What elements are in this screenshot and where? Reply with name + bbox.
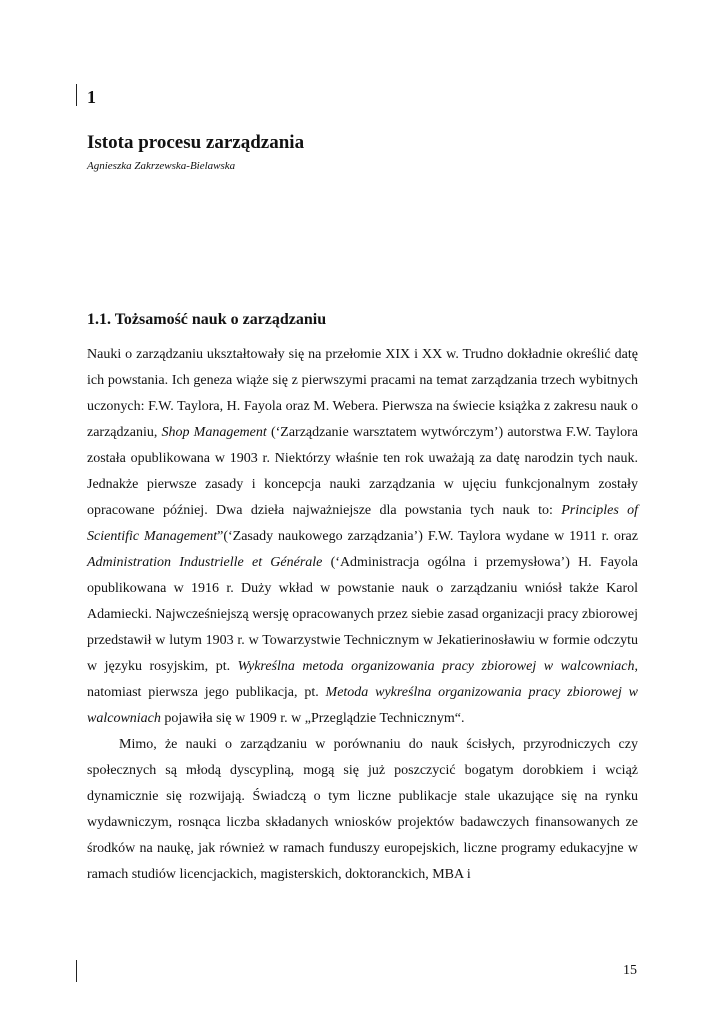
paragraph-1-segment: (‘Zarządzanie warsztatem wytwórczym’) autorstwa F.W. Taylora została opublikowana w 1903 r. Niektórzy właśnie ten rok uważają za datę narodzin tych nauk. Jednakże pierwsze zasady i koncepcja nauki zarządzania w ujęciu funkcjonalnym zostały opracowane później. Dwa dzieła najważniejsze dla powstania tych nauk to:	[87, 425, 638, 518]
paragraph-1-segment: , natomiast pierwsza jego publikacja, pt.	[87, 659, 638, 700]
lecture-title: Wykreślna metoda organizowania pracy zbiorowej w walcowniach	[237, 659, 635, 674]
book-title-administration: Administration Industrielle et Générale	[87, 555, 323, 570]
paragraph-1-segment: Nauki o zarządzaniu ukształtowały się na przełomie XIX i XX w. Trudno dokładnie określić datę ich powstania. Ich geneza wiąże się z pierwszymi pracami na temat zarządzania trzech wybitnych uczonych: F.W. Taylora, H. Fayola oraz M. Webera. Pierwsza na świecie książka z zakresu nauk o zarządzaniu,	[87, 347, 638, 440]
paragraph-1	[87, 342, 638, 732]
body-text	[87, 342, 638, 888]
paragraph-2: Mimo, że nauki o zarządzaniu w porównaniu do nauk ścisłych, przyrodniczych czy społecznych są młodą dyscypliną, mogą się już poszczycić bogatym dorobkiem i wciąż dynamicznie się rozwijają. Świadczą o tym liczne publikacje stale ukazujące się na rynku wydawniczym, rosnąca liczba składanych wniosków projektów badawczych finansowanych ze środków na naukę, jak również w ramach funduszy europejskich, liczne programy edukacyjne w ramach studiów licencjackich, magisterskich, doktoranckich, MBA i	[87, 737, 638, 882]
publication-title: Metoda wykreślna organizowania pracy zbiorowej w walcowniach	[87, 685, 638, 726]
top-margin-marker	[76, 84, 77, 106]
chapter-number: 1	[87, 87, 96, 107]
book-title-principles: Principles of Scientific Management	[87, 503, 639, 544]
paragraph-1-segment: ”(‘Zasady naukowego zarządzania’) F.W. Taylora wydane w 1911 r. oraz	[217, 529, 638, 544]
book-title-shop-management: Shop Management	[161, 425, 267, 440]
chapter-title: Istota procesu zarządzania	[87, 132, 305, 153]
paragraph-1-segment: (‘Administracja ogólna i przemysłowa’) H. Fayola opublikowana w 1916 r. Duży wkład w powstanie nauk o zarządzaniu wniósł także Karol Adamiecki. Najwcześniejszą wersję opracowanych przez siebie zasad organizacji pracy zbiorowej przedstawił w lutym 1903 r. w Towarzystwie Technicznym w Jekatierinosławiu w formie odczytu w języku rosyjskim, pt.	[87, 555, 639, 674]
bottom-margin-marker	[76, 960, 77, 982]
paragraph-1-segment: pojawiła się w 1909 r. w „Przeglądzie Technicznym“.	[160, 711, 465, 726]
page-number: 15	[623, 963, 637, 978]
chapter-author: Agnieszka Zakrzewska-Bielawska	[87, 160, 236, 172]
section-title: 1.1. Tożsamość nauk o zarządzaniu	[87, 311, 327, 328]
